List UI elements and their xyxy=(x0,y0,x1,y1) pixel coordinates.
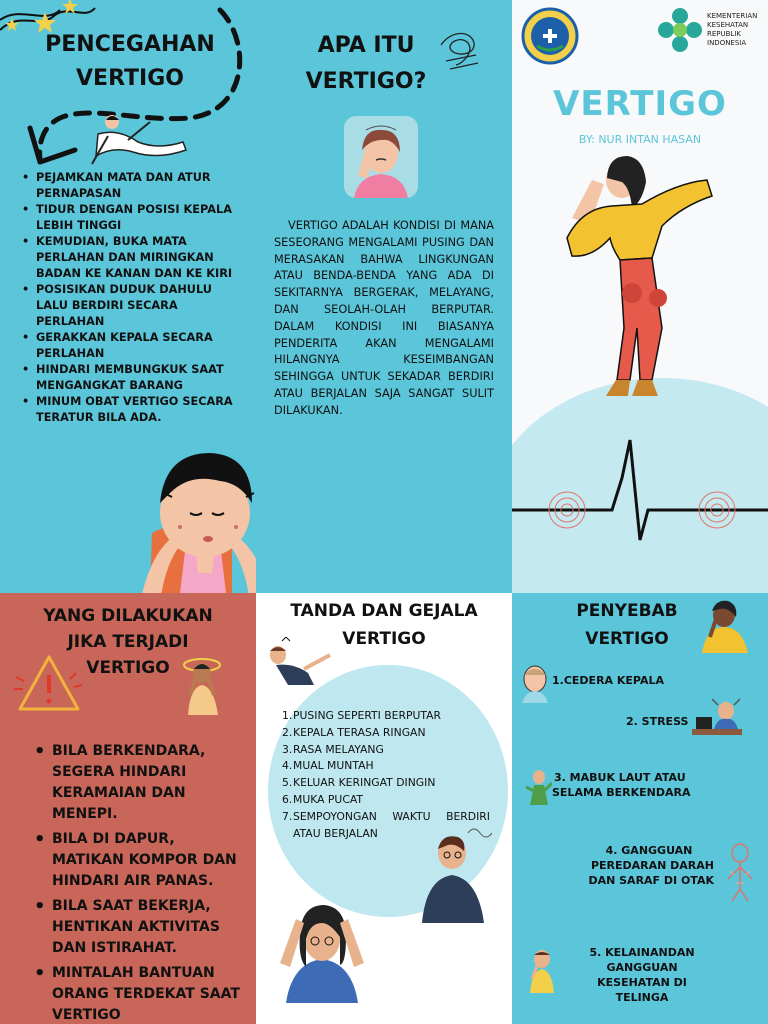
title-line: JIKA TERJADI xyxy=(67,632,189,652)
cover-title: VERTIGO xyxy=(553,84,727,124)
pencegahan-title xyxy=(20,28,240,96)
thinking-woman-icon xyxy=(698,597,752,653)
action-list xyxy=(34,741,242,1024)
title-line: VERTIGO xyxy=(76,66,184,91)
falling-person-illustration xyxy=(88,112,198,172)
dizzy-person-icon xyxy=(180,655,230,721)
cause-item xyxy=(584,843,714,888)
list-item: • GERAKKAN KEPALA SECARA PERLAHAN xyxy=(22,330,234,362)
panel-penyebab xyxy=(512,593,768,1024)
title-line: APA ITU xyxy=(317,33,415,58)
title-line: VERTIGO? xyxy=(305,69,427,94)
cause-item: 1.CEDERA KEPALA xyxy=(552,674,665,687)
item-number: 6. xyxy=(282,792,293,806)
item-number: 2. xyxy=(282,725,293,739)
list-item xyxy=(282,708,490,725)
title-line: TANDA DAN GEJALA xyxy=(290,601,478,621)
kemenkes-logo xyxy=(656,6,704,56)
list-item xyxy=(282,725,490,742)
list-item: • BILA BERKENDARA, SEGERA HINDARI KERAMAIAN DAN MENEPI. xyxy=(34,741,242,825)
headache-woman-illustration xyxy=(344,116,418,198)
scribble-icon xyxy=(436,25,486,75)
stumbling-man-icon xyxy=(264,637,344,689)
title-line: PENCEGAHAN xyxy=(45,32,215,57)
dizzy-man-icon xyxy=(412,823,492,923)
item-number: 5. xyxy=(282,776,293,790)
title-line: PENYEBAB xyxy=(576,601,678,621)
causes-title xyxy=(552,597,702,653)
cause-line: PEREDARAN DARAH xyxy=(590,859,714,872)
list-item: • POSISIKAN DUDUK DAHULU LALU BERDIRI SECARA PERLAHAN xyxy=(22,282,234,330)
item-text: SEMPOYONGAN WAKTU BERDIRI ATAU BERJALAN xyxy=(293,809,490,840)
cause-line: DAN SARAF DI OTAK xyxy=(588,874,714,887)
panel-cover xyxy=(512,0,768,593)
regional-emblem-logo xyxy=(521,6,579,66)
frustrated-woman-icon xyxy=(266,893,376,1003)
prevention-list xyxy=(22,170,234,426)
list-item: • MINUM OBAT VERTIGO SECARA TERATUR BILA ADA. xyxy=(22,394,234,426)
panel-tanda-gejala xyxy=(256,593,512,1024)
list-item xyxy=(282,792,490,809)
panel-pencegahan xyxy=(0,0,256,593)
seasick-icon xyxy=(526,769,552,805)
kemenkes-line: INDONESIA xyxy=(707,39,747,47)
list-item xyxy=(282,758,490,775)
list-item: • BILA DI DAPUR, MATIKAN KOMPOR DAN HINDARI AIR PANAS. xyxy=(34,829,242,892)
cause-line: 4. GANGGUAN xyxy=(605,844,693,857)
cover-illustration xyxy=(512,148,768,593)
cause-line: 3. MABUK LAUT ATAU xyxy=(554,771,686,784)
kemenkes-line: KEMENTERIAN xyxy=(707,12,758,20)
cause-line: GANGGUAN xyxy=(606,961,678,974)
item-text: PUSING SEPERTI BERPUTAR xyxy=(293,709,442,722)
title-line: VERTIGO xyxy=(86,658,170,678)
kemenkes-line: REPUBLIK xyxy=(707,30,741,38)
cause-line: SELAMA BERKENDARA xyxy=(552,786,691,799)
head-injury-icon xyxy=(520,663,550,703)
panel-yang-dilakukan xyxy=(0,593,256,1024)
list-item: • TIDUR DENGAN POSISI KEPALA LEBIH TINGGI xyxy=(22,202,234,234)
cause-item: 2. STRESS xyxy=(626,715,689,728)
item-text: KELUAR KERINGAT DINGIN xyxy=(293,776,436,790)
title-line: VERTIGO xyxy=(342,629,426,649)
list-item xyxy=(282,775,490,792)
item-number: 3. xyxy=(282,742,293,756)
cause-item xyxy=(552,770,691,800)
item-text: MUKA PUCAT xyxy=(293,792,364,806)
title-line: VERTIGO xyxy=(585,629,669,649)
kemenkes-line: KESEHATAN xyxy=(707,21,749,29)
item-number: 7. xyxy=(282,809,293,823)
item-text: MUAL MUNTAH xyxy=(293,759,374,773)
list-item: • PEJAMKAN MATA DAN ATUR PERNAPASAN xyxy=(22,170,234,202)
ear-pain-icon xyxy=(528,949,556,993)
item-number: 4. xyxy=(282,759,293,773)
list-item: • MINTALAH BANTUAN ORANG TERDEKAT SAAT VERTIGO xyxy=(34,963,242,1024)
list-item: • BILA SAAT BEKERJA, HENTIKAN AKTIVITAS DAN ISTIRAHAT. xyxy=(34,896,242,959)
panel-apa-itu xyxy=(256,0,512,593)
cause-line: 5. KELAINANDAN xyxy=(589,946,695,959)
item-text: RASA MELAYANG xyxy=(293,742,384,756)
cause-line: KESEHATAN DI TELINGA xyxy=(597,976,687,1004)
definition-paragraph: VERTIGO ADALAH KONDISI DI MANA SESEORANG MENGALAMI PUSING DAN MERASAKAN BAHWA LINGKUNGAN ATAU BENDA-BENDA YANG ADA DI SEKITARNYA BERGERAK, MELAYANG, DAN SEOLAH-OLAH BERPUTAR. DALAM KONDISI INI BIASANYA PENDERITA AKAN MENGALAMI HILANGNYA KESEIMBANGAN SEHINGGA UNTUK SEKADAR BERDIRI ATAU BERJALAN SAJA SANGAT SULIT DILAKUKAN. xyxy=(274,219,494,417)
item-number: 1. xyxy=(282,709,293,722)
title-line: YANG DILAKUKAN xyxy=(43,606,213,626)
list-item: • KEMUDIAN, BUKA MATA PERLAHAN DAN MIRINGKAN BADAN KE KANAN DAN KE KIRI xyxy=(22,234,234,282)
stress-desk-icon xyxy=(692,697,742,741)
warning-icon xyxy=(14,651,84,717)
apa-itu-title xyxy=(286,28,446,100)
item-text: KEPALA TERASA RINGAN xyxy=(293,725,426,739)
cause-item xyxy=(572,945,712,1005)
nervous-system-icon xyxy=(720,843,760,901)
list-item xyxy=(282,742,490,759)
author-byline: BY: NUR INTAN HASAN xyxy=(578,133,702,146)
kemenkes-text xyxy=(707,12,757,48)
dizzy-girl-illustration xyxy=(0,443,256,593)
list-item: • HINDARI MEMBUNGKUK SAAT MENGANGKAT BARANG xyxy=(22,362,234,394)
